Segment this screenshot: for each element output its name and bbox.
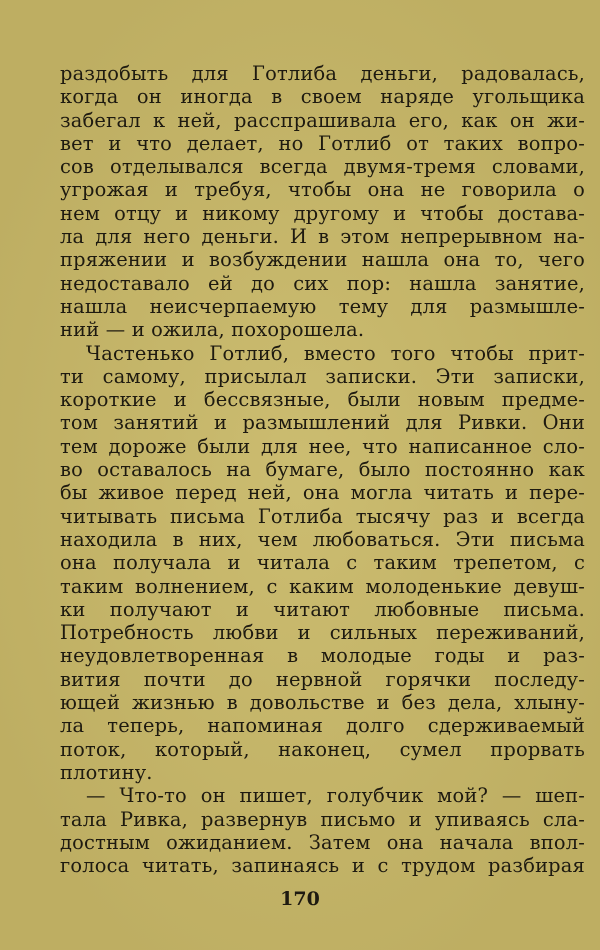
text-line: находила в них, чем любоваться. Эти письма (60, 527, 585, 551)
text-line: угрожая и требуя, чтобы она не говорила о (60, 178, 585, 202)
text-line: ла теперь, напоминая долго сдерживаемый (60, 714, 585, 738)
text-line: во оставалось на бумаге, было постоянно как (60, 458, 585, 482)
text-line: нашла неисчерпаемую тему для размышле- (60, 294, 585, 318)
text-line: забегал к ней, расспрашивала его, как он жи- (60, 108, 585, 132)
text-line: тала Ривка, развернув письмо и упиваясь сла- (60, 807, 585, 831)
text-line: она получала и читала с таким трепетом, с (60, 551, 585, 575)
text-line: пряжении и возбуждении нашла она то, чего (60, 248, 585, 272)
text-line: сов отделывался всегда двумя-тремя словами, (60, 155, 585, 179)
text-line: ки получают и читают любовные письма. (60, 597, 585, 621)
text-line: — Что-то он пишет, голубчик мой? — шеп- (86, 784, 585, 808)
text-line: недоставало ей до сих пор: нашла занятие, (60, 271, 585, 295)
text-line: нем отцу и никому другому и чтобы достава- (60, 201, 585, 225)
text-line: бы живое перед ней, она могла читать и пере- (60, 481, 585, 505)
text-line: тем дороже были для нее, что написанное сло- (60, 434, 585, 458)
paragraph (60, 784, 585, 877)
text-line: ний — и ожила, похорошела. (60, 318, 365, 342)
paragraph (60, 342, 585, 785)
text-line: вет и что делает, но Готлиб от таких вопро- (60, 131, 585, 155)
page-number: 170 (280, 888, 320, 910)
text-line: плотину. (60, 760, 153, 784)
text-line: вития почти до нервной горячки последу- (60, 667, 585, 691)
text-line: ла для него деньги. И в этом непрерывном на- (60, 225, 585, 249)
body-text (60, 62, 585, 877)
text-line: неудовлетворенная в молодые годы и раз- (60, 644, 585, 668)
text-line: ти самому, присылал записки. Эти записки, (60, 364, 585, 388)
text-line: Частенько Готлиб, вместо того чтобы прит- (86, 341, 585, 365)
text-line: достным ожиданием. Затем она начала впол- (60, 830, 585, 854)
text-line: когда он иногда в своем наряде угольщика (60, 85, 585, 109)
text-line: читывать письма Готлиба тысячу раз и всегда (60, 504, 585, 528)
text-line: ющей жизнью в довольстве и без дела, хлыну- (60, 691, 585, 715)
text-line: голоса читать, запинаясь и с трудом разбирая (60, 854, 585, 878)
text-line: таким волнением, с каким молоденькие девуш- (60, 574, 585, 598)
text-line: Потребность любви и сильных переживаний, (60, 621, 585, 645)
text-line: том занятий и размышлений для Ривки. Они (60, 411, 585, 435)
paragraph (60, 62, 585, 342)
text-line: раздобыть для Готлиба деньги, радовалась, (60, 62, 585, 85)
text-line: короткие и бессвязные, были новым предме- (60, 388, 585, 412)
text-line: поток, который, наконец, сумел прорвать (60, 737, 585, 761)
